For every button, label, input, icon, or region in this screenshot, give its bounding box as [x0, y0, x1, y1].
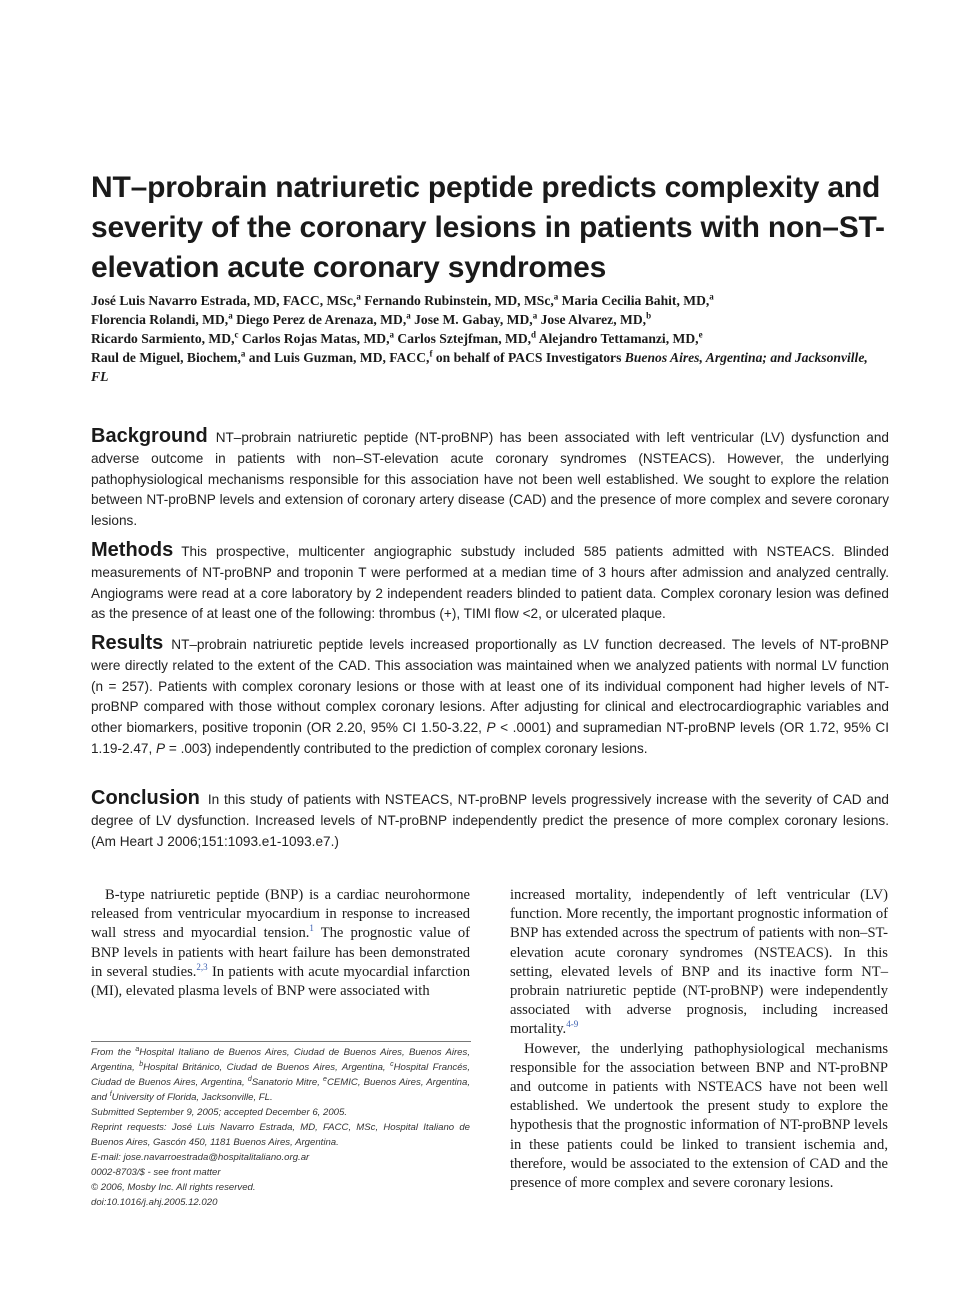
study-group: on behalf of PACS Investigators [432, 350, 625, 365]
affiliation-mark: a [389, 329, 394, 340]
body-column-right [510, 886, 888, 1193]
footnote-text: University of Florida, Jacksonville, FL. [111, 1092, 273, 1103]
abstract-text: = .003) independently contributed to the prediction of complex coronary lesions. [165, 740, 648, 756]
affiliation-mark: c [234, 329, 239, 340]
abstract-text: NT–probrain natriuretic peptide levels increased proportionally as LV function decreased. The levels of NT-proBNP were directly related to the extent of the CAD. This association was maintained when we analyzed patients with normal LV function (n = 257). Patients with complex coronary lesions or those with at least one of its individual component had higher levels of NT-proBNP compared with those without complex coronary lesions. After adjusting for clinical and electrocardiographic variables and other biomarkers, positive troponin (OR 2.20, 95% CI 1.50-3.22, [91, 637, 889, 736]
reprint-requests: Reprint requests: José Luis Navarro Estrada, MD, FACC, MSc, Hospital Italiano de Buenos Aires, Gascón 450, 1181 Buenos Aires, Argentina. [91, 1122, 470, 1148]
affiliation-mark: e [698, 329, 703, 340]
author: Diego Perez de Arenaza, MD, [232, 312, 407, 327]
email-address[interactable]: E-mail: jose.navarroestrada@hospitalitaliano.org.ar [91, 1152, 310, 1163]
affiliation-mark: a [240, 348, 246, 359]
affiliation-mark: a [709, 291, 714, 302]
abstract-heading: Background [91, 425, 208, 447]
affiliation-mark: a [553, 291, 559, 302]
author: Florencia Rolandi, MD, [91, 312, 229, 327]
abstract-text: < .0001) and supramedian NT-proBNP levels (OR 1.72, 95% CI 1.19-2.47, [91, 720, 889, 756]
affiliation-mark: d [247, 1075, 252, 1083]
footnote-text: Hospital Francés, Ciudad de Buenos Aires, Argentina, [91, 1062, 470, 1088]
reference-link[interactable]: 1 [309, 923, 314, 934]
footnote-text: From the [91, 1047, 136, 1058]
footnotes [91, 1045, 470, 1210]
reference-link[interactable]: 4-9 [566, 1019, 579, 1030]
doi-link[interactable]: doi:10.1016/j.ahj.2005.12.020 [91, 1197, 218, 1208]
location: Buenos Aires, Argentina; and Jacksonville, FL [91, 350, 868, 384]
author: Ricardo Sarmiento, MD, [91, 331, 235, 346]
affiliation-mark: b [139, 1060, 144, 1068]
p-value-symbol: P [486, 720, 496, 736]
reference-link[interactable]: 2,3 [196, 961, 208, 972]
author: Maria Cecilia Bahit, MD, [558, 293, 710, 308]
abstract-conclusion [91, 788, 889, 852]
abstract-text: In this study of patients with NSTEACS, NT-proBNP levels progressively increase with the severity of CAD and degree of LV dysfunction. Increased levels of NT-proBNP independently predict the presence of more complex coronary lesions. (Am Heart J 2006;151:1093.e1-1093.e7.) [91, 792, 889, 849]
affiliation-mark: f [109, 1090, 112, 1098]
footnote-text: Sanatorio Mitre, [251, 1077, 324, 1088]
author: Raul de Miguel, Biochem, [91, 350, 241, 365]
footnote-divider [91, 1041, 471, 1042]
affiliation-mark: a [356, 291, 361, 302]
body-text: In patients with acute myocardial infarction (MI), elevated plasma levels of BNP were associated with [91, 963, 470, 1000]
issn-note: 0002-8703/$ - see front matter [91, 1167, 221, 1178]
abstract-text: NT–probrain natriuretic peptide (NT-proBNP) has been associated with left ventricular (LV) dysfunction and adverse outcome in patients with non–ST-elevation acute coronary syndromes (NSTEACS). However, the underlying pathophysiological mechanisms responsible for this association have not been well established. We sought to explore the relation between NT-proBNP levels and extension of coronary artery disease (CAD) and the presence of more complex and severe coronary lesions. [91, 430, 889, 529]
affiliation-mark: a [135, 1045, 140, 1053]
affiliation-mark: a [532, 310, 538, 321]
author: Carlos Rojas Matas, MD, [238, 331, 390, 346]
copyright-note: © 2006, Mosby Inc. All rights reserved. [91, 1182, 256, 1193]
submission-dates: Submitted September 9, 2005; accepted December 6, 2005. [91, 1107, 347, 1118]
author: Fernando Rubinstein, MD, MSc, [360, 293, 554, 308]
abstract-text: This prospective, multicenter angiographic substudy included 585 patients admitted with NSTEACS. Blinded measurements of NT-proBNP and troponin T were performed at a median time of 3 hours after admission and analyzed centrally. Angiograms were read at a core laboratory by 2 independent readers blinded to patient data. Complex coronary lesion was defined as the presence of at least one of the following: thrombus (+), TIMI flow <2, or ulcerated plaque. [91, 544, 889, 622]
footnote-text: Hospital Británico, Ciudad de Buenos Aires, Argentina, [143, 1062, 391, 1073]
author: Alejandro Tettamanzi, MD, [536, 331, 699, 346]
body-paragraph [510, 886, 888, 1040]
affiliation-mark: d [531, 329, 537, 340]
abstract-methods [91, 540, 889, 625]
affiliation-mark: a [406, 310, 411, 321]
affiliations-note [91, 1045, 470, 1105]
footnote-text: CEMIC, Buenos Aires, Argentina, and [91, 1077, 470, 1103]
footnote-text: Hospital Italiano de Buenos Aires, Ciudad de Buenos Aires, Buenos Aires, Argentina, [91, 1047, 470, 1073]
abstract-background [91, 426, 889, 532]
abstract-heading: Methods [91, 539, 174, 561]
author: Jose Alvarez, MD, [537, 312, 647, 327]
article-title: NT–probrain natriuretic peptide predicts complexity and severity of the coronary lesions in patients with non–ST-elevation acute coronary syndromes [91, 171, 885, 284]
author: José Luis Navarro Estrada, MD, FACC, MSc, [91, 293, 357, 308]
affiliation-mark: a [228, 310, 233, 321]
body-text: The prognostic value of BNP levels in patients with heart failure has been demonstrated in several studies. [91, 925, 470, 980]
author-list [91, 291, 881, 386]
affiliation-mark: c [390, 1060, 394, 1068]
affiliation-mark: e [323, 1075, 327, 1083]
author: Carlos Sztejfman, MD, [394, 331, 532, 346]
abstract-results [91, 633, 889, 760]
body-text: B-type natriuretic peptide (BNP) is a cardiac neurohormone released from ventricular myocardium in response to increased wall stress and myocardial tension. [91, 887, 470, 942]
abstract-heading: Conclusion [91, 787, 200, 809]
author: and Luis Guzman, MD, FACC, [245, 350, 430, 365]
body-column-left [91, 886, 470, 1001]
body-paragraph: However, the underlying pathophysiological mechanisms responsible for the association between BNP and NT-proBNP and outcome in patients with NSTEACS have not been well established. We undertook the present study to explore the hypothesis that the prognostic information of NT-proBNP levels in these patients could be linked to transient ischemia and, therefore, would be associated to the extension of CAD and the presence of more complex and severe coronary lesions. [510, 1040, 888, 1192]
body-text: increased mortality, independently of left ventricular (LV) function. More recently, the important prognostic information of BNP has extended across the spectrum of patients with non–ST-elevation acute coronary syndromes (NSTEACS). In this setting, elevated levels of BNP and its inactive form NT–probrain natriuretic peptide (NT-proBNP) were independently associated with adverse prognosis, including increased mortality. [510, 887, 888, 1038]
p-value-symbol: P [156, 740, 166, 756]
author: Jose M. Gabay, MD, [410, 312, 533, 327]
affiliation-mark: f [429, 348, 433, 359]
affiliation-mark: b [646, 310, 652, 321]
abstract-heading: Results [91, 632, 164, 654]
body-paragraph [91, 886, 470, 1001]
